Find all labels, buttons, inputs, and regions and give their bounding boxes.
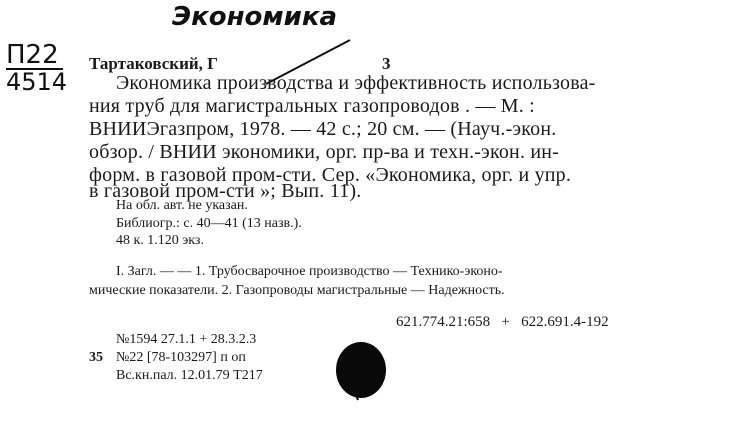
footer-prefix: 35 <box>89 350 103 365</box>
description-line: в газовой пром-сти »; Вып. 11). <box>89 180 362 202</box>
author-heading: Тартаковский, Г <box>89 54 218 73</box>
card-number: 3 <box>382 54 391 73</box>
note-line: 48 к. 1.120 экз. <box>116 233 204 248</box>
footer-line: №22 [78-103297] п оп <box>116 350 246 365</box>
subject-line: I. Загл. — — 1. Трубосварочное производство — Технико-эконо- <box>116 264 503 279</box>
subject-line: мические показатели. 2. Газопроводы магистральные — Надежность. <box>89 283 505 298</box>
handwritten-code-top: П22 <box>6 42 63 70</box>
description-line: Экономика производства и эффективность использова- <box>116 72 596 94</box>
handwritten-code-bottom: 4514 <box>6 68 68 96</box>
note-line: Библиогр.: с. 40—41 (13 назв.). <box>116 216 302 231</box>
footer-line: Вс.кн.пал. 12.01.79 Т217 <box>116 368 263 383</box>
description-line: обзор. / ВНИИ экономики, орг. пр-ва и техн.-экон. ин- <box>89 141 560 163</box>
punch-hole <box>334 340 390 402</box>
note-line: На обл. авт. не указан. <box>116 198 248 213</box>
description-line: форм. в газовой пром-сти. Сер. «Экономика, орг. и упр. <box>89 164 572 186</box>
description-line: ния труб для магистральных газопроводов . — М. : <box>89 95 535 117</box>
description-line: ВНИИЭгазпром, 1978. — 42 с.; 20 см. — (Науч.-экон. <box>89 118 557 140</box>
udc-index: 621.774.21:658 + 622.691.4-192 <box>396 314 609 330</box>
handwritten-subject: Экономика <box>172 2 338 32</box>
footer-line: №1594 27.1.1 + 28.3.2.3 <box>116 332 257 347</box>
